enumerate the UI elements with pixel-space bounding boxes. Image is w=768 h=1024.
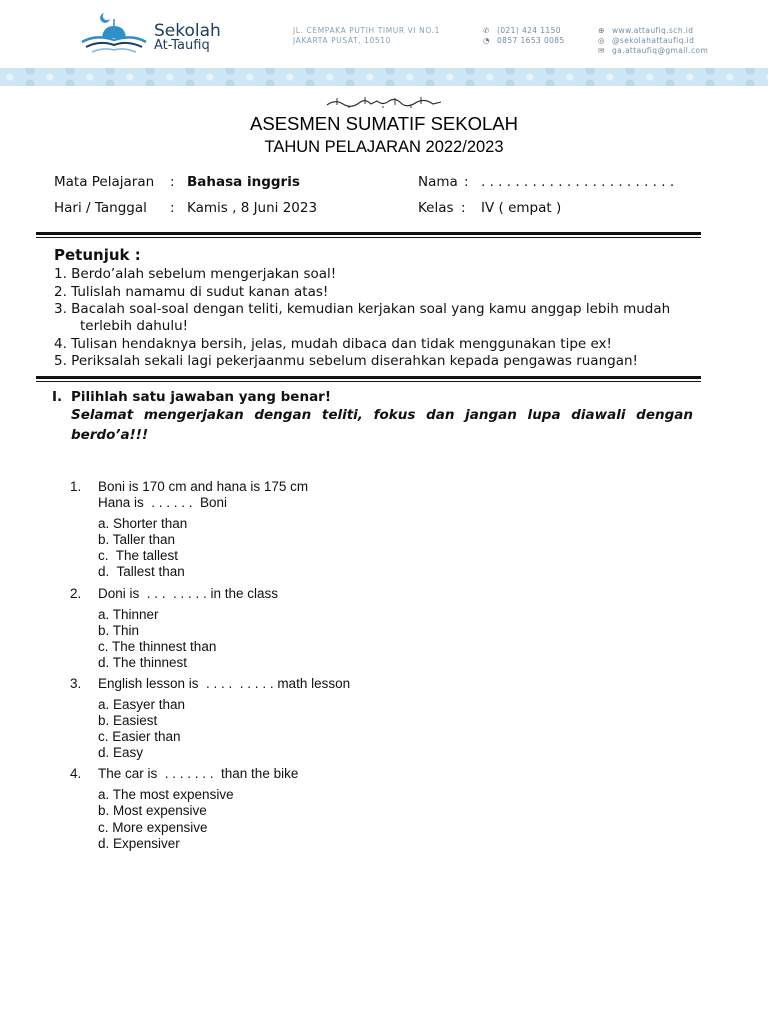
divider [36,381,701,382]
question-text: The car is . . . . . . . than the bike [98,766,299,781]
instruction-item: 3. Bacalah soal-soal dengan teliti, kemudian kerjakan soal yang kamu anggap lebih mudah [54,301,671,317]
class-value: IV ( empat ) [481,200,562,216]
website-link[interactable]: www.attaufiq.sch.id [612,26,694,35]
section-title: Pilihlah satu jawaban yang benar! [71,389,331,405]
address-line: JAKARTA PUSAT, 10510 [293,36,391,45]
instruction-item: 1. Berdo’alah sebelum mengerjakan soal! [54,266,337,282]
answer-option[interactable]: c. Easier than [98,729,181,744]
instructions-heading: Petunjuk : [54,246,141,264]
answer-option[interactable]: a. Easyer than [98,697,186,712]
section-number: I. [52,389,63,405]
name-field[interactable]: . . . . . . . . . . . . . . . . . . . . . . . [481,174,675,190]
email-address[interactable]: ga.attaufiq@gmail.com [612,46,709,55]
answer-option[interactable]: a. Thinner [98,607,159,622]
divider [36,237,701,238]
question-text: English lesson is . . . . . . . . . math lesson [98,676,351,691]
question-text: Boni is 170 cm and hana is 175 cm [98,479,309,494]
answer-option[interactable]: a. The most expensive [98,787,234,802]
email-icon: ✉ [598,46,605,55]
date-colon: : [170,200,175,216]
instruction-item: 2. Tulislah namamu di sudut kanan atas! [54,284,329,300]
section-note: berdo’a!!! [71,427,149,443]
divider [36,376,701,379]
page-subtitle: TAHUN PELAJARAN 2022/2023 [264,138,504,156]
name-colon: : [464,174,469,190]
globe-icon: ⊕ [598,26,605,35]
answer-option[interactable]: d. Expensiver [98,836,180,851]
phone-number: (021) 424 1150 [497,26,561,35]
answer-option[interactable]: b. Most expensive [98,803,207,818]
answer-option[interactable]: b. Taller than [98,532,176,547]
question-number: 2. [70,586,82,601]
answer-option[interactable]: a. Shorter than [98,516,188,531]
school-name: Sekolah [154,21,221,41]
subject-colon: : [170,174,175,190]
answer-option[interactable]: d. Easy [98,745,144,760]
page-title: ASESMEN SUMATIF SEKOLAH [250,113,518,134]
online-contacts [597,26,708,56]
instagram-icon: ◎ [598,36,605,45]
instagram-handle[interactable]: @sekolahattaufiq.id [612,36,695,45]
answer-option[interactable]: d. Tallest than [98,564,185,579]
answer-option[interactable]: c. The tallest [98,548,179,563]
school-address [293,26,440,46]
name-label: Nama [418,174,458,190]
question-number: 1. [70,479,82,494]
school-subname: At-Taufiq [154,38,210,53]
answer-option[interactable]: c. The thinnest than [98,639,217,654]
divider [36,232,701,235]
letterhead [0,0,768,68]
phone-icon: ✆ [483,26,490,35]
phone-contacts [482,26,565,46]
question-number: 4. [70,766,82,781]
answer-option[interactable]: b. Thin [98,623,140,638]
whatsapp-number: 0857 1653 0085 [497,36,565,45]
subject-value: Bahasa inggris [187,174,300,190]
bismillah-calligraphy-icon [325,95,443,109]
whatsapp-icon: ◔ [483,36,490,45]
answer-option[interactable]: b. Easiest [98,713,158,728]
instruction-item-continued: terlebih dahulu! [80,318,189,334]
date-value: Kamis , 8 Juni 2023 [187,200,318,216]
address-line: JL. CEMPAKA PUTIH TIMUR VI NO.1 [293,26,440,35]
instruction-item: 5. Periksalah sekali lagi pekerjaanmu sebelum diserahkan kepada pengawas ruangan! [54,353,638,369]
instruction-item: 4. Tulisan hendaknya bersih, jelas, mudah dibaca dan tidak menggunakan tipe ex! [54,336,612,352]
school-logo-icon [78,10,150,56]
question-number: 3. [70,676,82,691]
subject-label: Mata Pelajaran [54,174,155,190]
decorative-band [0,68,768,86]
question-text: Hana is . . . . . . Boni [98,495,228,510]
date-label: Hari / Tanggal [54,200,147,216]
answer-option[interactable]: c. More expensive [98,820,208,835]
class-colon: : [461,200,466,216]
question-text: Doni is . . . . . . . . in the class [98,586,279,601]
section-note: Selamat mengerjakan dengan teliti, fokus dan jangan lupa diawali dengan [71,407,693,423]
answer-option[interactable]: d. The thinnest [98,655,188,670]
class-label: Kelas [418,200,454,216]
